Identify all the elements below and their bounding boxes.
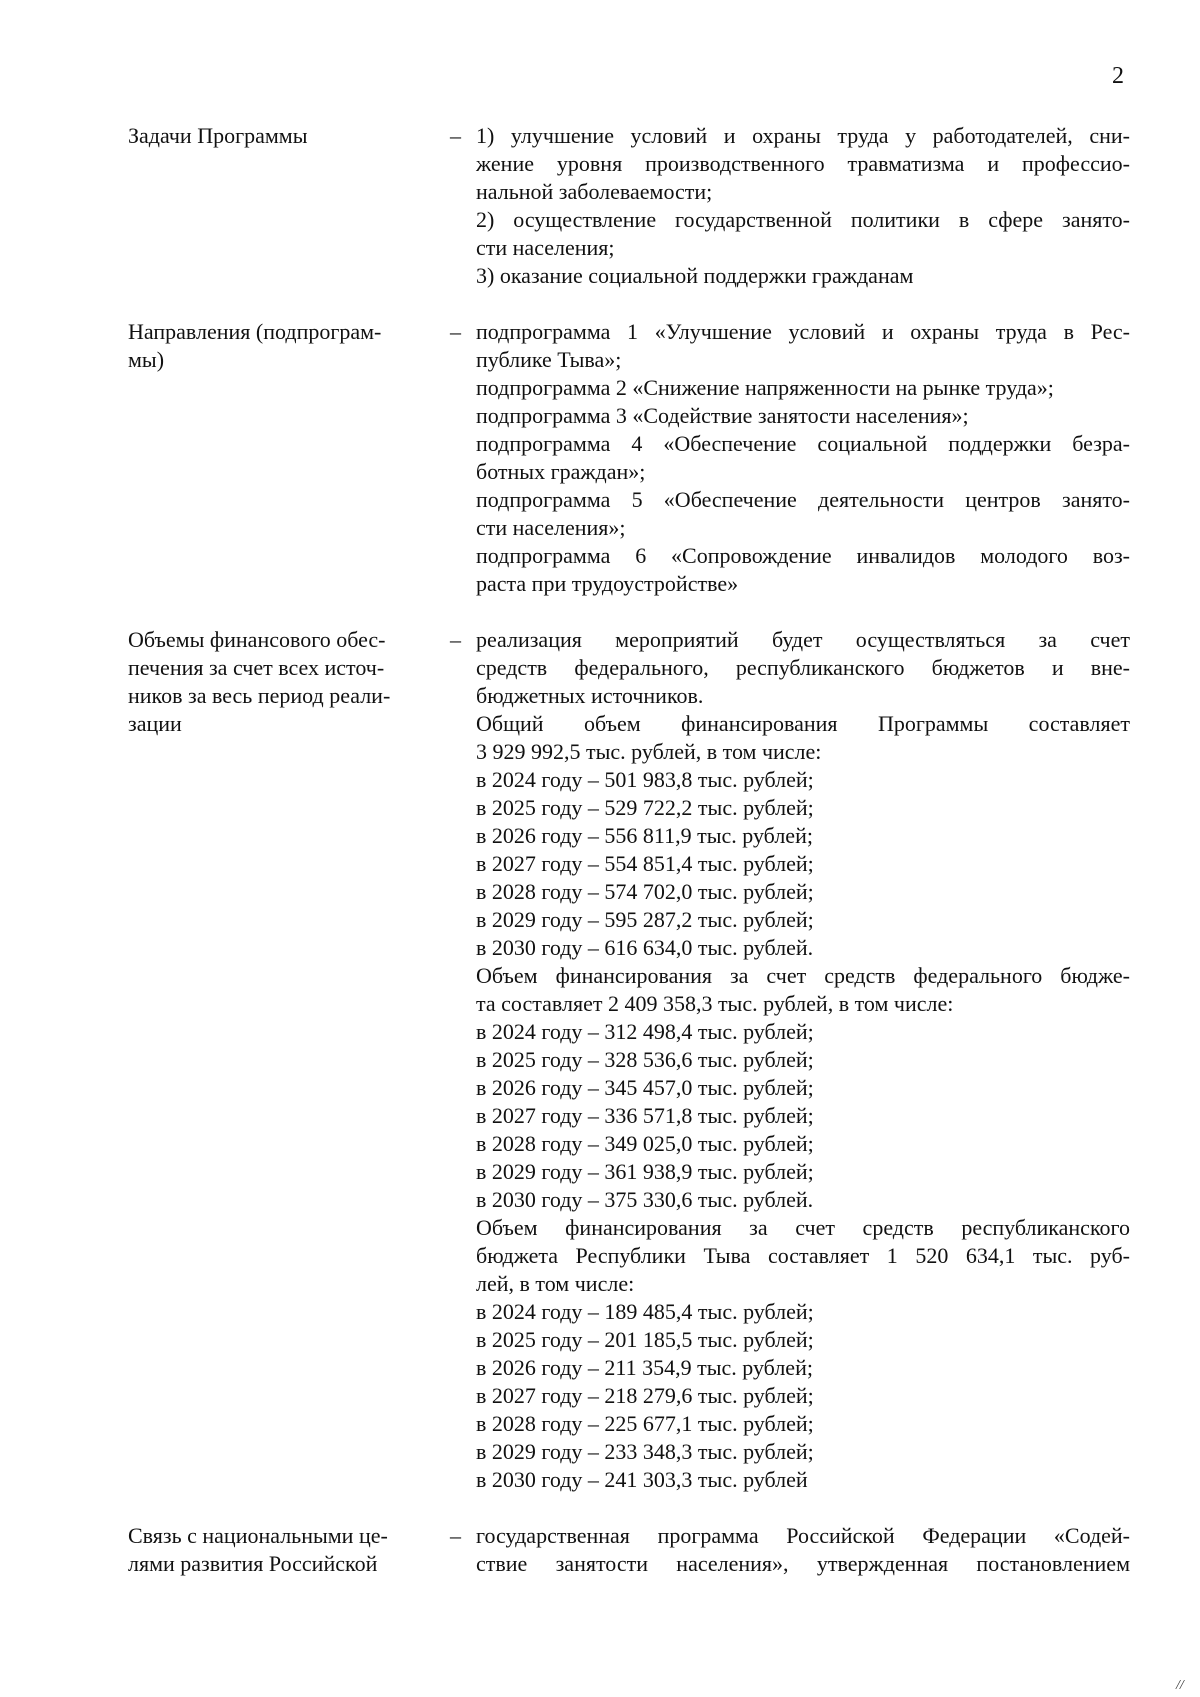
row-national-goals [0,1522,1200,1578]
row-content-line: в 2027 году – 336 571,8 тыс. рублей; [476,1103,814,1128]
row-tasks [0,122,1200,290]
row-content-line: в 2024 году – 501 983,8 тыс. рублей; [476,767,814,792]
row-content-line: сти населения; [476,235,615,260]
row-label-line: Объемы финансового обес- [128,627,386,652]
row-content-line: в 2024 году – 189 485,4 тыс. рублей; [476,1299,814,1324]
row-content-line: Общий объем финансирования Программы составляет [476,711,1130,736]
row-spacer [0,598,1200,626]
row-content-line: в 2030 году – 241 303,3 тыс. рублей [476,1467,808,1492]
row-content [476,626,1130,1494]
row-content-line: нальной заболеваемости; [476,179,713,204]
row-content-line: в 2024 году – 312 498,4 тыс. рублей; [476,1019,814,1044]
row-content-line: Объем финансирования за счет средств федерального бюдже- [476,963,1130,988]
row-content-line: в 2025 году – 328 536,6 тыс. рублей; [476,1047,814,1072]
row-content-line: 1) улучшение условий и охраны труда у работодателей, сни- [476,123,1130,148]
row-label-line: зации [128,711,182,736]
row-content-line: в 2026 году – 211 354,9 тыс. рублей; [476,1355,813,1380]
row-content-line: 2) осуществление государственной политики в сфере занято- [476,207,1130,232]
row-label [128,1522,418,1578]
row-content-line: в 2030 году – 375 330,6 тыс. рублей. [476,1187,814,1212]
row-content-line: раста при трудоустройстве» [476,571,739,596]
row-content-line: государственная программа Российской Федерации «Содей- [476,1523,1130,1548]
row-content-line: в 2029 году – 233 348,3 тыс. рублей; [476,1439,814,1464]
row-content-line: в 2027 году – 218 279,6 тыс. рублей; [476,1383,814,1408]
row-content [476,122,1130,290]
row-label [128,122,418,150]
row-label-line: Задачи Программы [128,123,308,148]
row-content-line: в 2028 году – 349 025,0 тыс. рублей; [476,1131,814,1156]
row-content-line: в 2025 году – 201 185,5 тыс. рублей; [476,1327,814,1352]
row-content-line: в 2030 году – 616 634,0 тыс. рублей. [476,935,814,960]
row-content-line: сти населения»; [476,515,626,540]
row-content-line: лей, в том числе: [476,1271,635,1296]
row-dash: – [450,123,461,148]
row-label-line: лями развития Российской [128,1551,378,1576]
row-content-line: в 2026 году – 556 811,9 тыс. рублей; [476,823,813,848]
row-content-line: в 2026 году – 345 457,0 тыс. рублей; [476,1075,814,1100]
row-content-line: подпрограмма 6 «Сопровождение инвалидов молодого воз- [476,543,1130,568]
row-financing [0,626,1200,1494]
row-spacer [0,1494,1200,1522]
page-number: 2 [1112,63,1124,89]
row-content [476,1522,1130,1578]
row-content-line: в 2027 году – 554 851,4 тыс. рублей; [476,851,814,876]
row-content-line: в 2025 году – 529 722,2 тыс. рублей; [476,795,814,820]
row-content-line: та составляет 2 409 358,3 тыс. рублей, в том числе: [476,991,954,1016]
row-label [128,626,418,738]
row-label [128,318,418,374]
row-content-line: в 2029 году – 595 287,2 тыс. рублей; [476,907,814,932]
row-content-line: бюджета Республики Тыва составляет 1 520 634,1 тыс. руб- [476,1243,1130,1268]
row-label-line: мы) [128,347,165,372]
row-dash: – [450,1523,461,1548]
row-content [476,318,1130,598]
row-dash: – [450,319,461,344]
row-content-line: реализация мероприятий будет осуществляться за счет [476,627,1130,652]
row-label-line: ников за весь период реали- [128,683,391,708]
row-content-line: в 2029 году – 361 938,9 тыс. рублей; [476,1159,814,1184]
row-content-line: подпрограмма 3 «Содействие занятости населения»; [476,403,969,428]
row-content-line: в 2028 году – 225 677,1 тыс. рублей; [476,1411,814,1436]
row-content-line: ботных граждан»; [476,459,646,484]
row-label-line: Связь с национальными це- [128,1523,388,1548]
row-content-line: в 2028 году – 574 702,0 тыс. рублей; [476,879,814,904]
row-content-line: подпрограмма 2 «Снижение напряженности на рынке труда»; [476,375,1054,400]
row-content-line: средств федерального, республиканского бюджетов и вне- [476,655,1130,680]
row-content-line: подпрограмма 1 «Улучшение условий и охраны труда в Рес- [476,319,1130,344]
row-content-line: жение уровня производственного травматизма и профессио- [476,151,1130,176]
row-content-line: бюджетных источников. [476,683,704,708]
row-dash: – [450,627,461,652]
edge-mark: // [1176,1678,1184,1693]
program-passport-table [0,122,1200,1578]
row-content-line: подпрограмма 5 «Обеспечение деятельности центров занято- [476,487,1130,512]
row-content-line: 3 929 992,5 тыс. рублей, в том числе: [476,739,822,764]
row-content-line: подпрограмма 4 «Обеспечение социальной поддержки безра- [476,431,1130,456]
row-spacer [0,290,1200,318]
row-content-line: 3) оказание социальной поддержки гражданам [476,263,914,288]
row-content-line: публике Тыва»; [476,347,622,372]
row-directions [0,318,1200,598]
row-label-line: печения за счет всех источ- [128,655,385,680]
row-content-line: ствие занятости населения», утвержденная постановлением [476,1551,1130,1576]
row-content-line: Объем финансирования за счет средств республиканского [476,1215,1130,1240]
row-label-line: Направления (подпрограм- [128,319,382,344]
